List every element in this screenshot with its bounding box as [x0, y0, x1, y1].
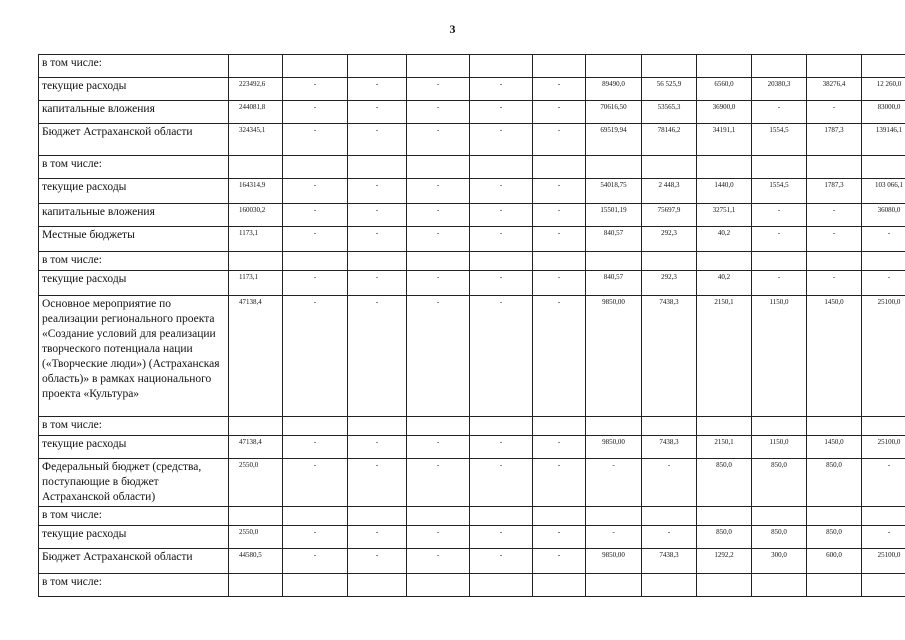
value-cell: -	[283, 124, 348, 156]
value-cell	[470, 55, 533, 78]
value-cell	[470, 156, 533, 179]
value-cell: 2150,1	[697, 296, 752, 417]
value-cell	[862, 252, 905, 271]
value-cell	[697, 156, 752, 179]
row-label: текущие расходы	[39, 271, 229, 296]
value-cell: -	[407, 179, 470, 204]
value-cell: 850,0	[752, 459, 807, 507]
value-cell	[752, 574, 807, 597]
value-cell: -	[752, 204, 807, 227]
value-cell	[283, 507, 348, 526]
value-cell: -	[752, 227, 807, 252]
value-cell: 324345,1	[229, 124, 283, 156]
value-cell: -	[348, 227, 407, 252]
value-cell: -	[533, 459, 586, 507]
value-cell: 20380,3	[752, 78, 807, 101]
value-cell: -	[470, 526, 533, 549]
value-cell: -	[470, 101, 533, 124]
value-cell	[407, 574, 470, 597]
value-cell: 36080,0	[862, 204, 905, 227]
value-cell: -	[407, 296, 470, 417]
value-cell	[642, 417, 697, 436]
value-cell	[807, 574, 862, 597]
value-cell	[348, 507, 407, 526]
value-cell: 244081,8	[229, 101, 283, 124]
value-cell: -	[586, 459, 642, 507]
value-cell	[533, 417, 586, 436]
table-row	[39, 296, 905, 417]
value-cell: 1150,0	[752, 296, 807, 417]
value-cell	[586, 507, 642, 526]
value-cell: 25100,0	[862, 296, 905, 417]
value-cell: -	[807, 227, 862, 252]
value-cell: -	[533, 549, 586, 574]
value-cell: -	[283, 271, 348, 296]
value-cell	[807, 156, 862, 179]
value-cell: 1173,1	[229, 271, 283, 296]
value-cell	[470, 507, 533, 526]
value-cell	[752, 156, 807, 179]
value-cell	[697, 55, 752, 78]
value-cell: -	[862, 227, 905, 252]
value-cell	[229, 156, 283, 179]
value-cell: -	[752, 271, 807, 296]
value-cell: 69519,94	[586, 124, 642, 156]
value-cell: 75697,9	[642, 204, 697, 227]
value-cell: -	[348, 204, 407, 227]
value-cell: 103 066,1	[862, 179, 905, 204]
row-label: в том числе:	[39, 156, 229, 179]
row-label: текущие расходы	[39, 436, 229, 459]
value-cell	[807, 417, 862, 436]
value-cell: -	[470, 459, 533, 507]
table-row	[39, 574, 905, 597]
table-body	[39, 55, 905, 597]
row-label: в том числе:	[39, 574, 229, 597]
value-cell: 38276,4	[807, 78, 862, 101]
value-cell: 25100,0	[862, 436, 905, 459]
value-cell	[642, 55, 697, 78]
value-cell: -	[752, 101, 807, 124]
row-label: текущие расходы	[39, 78, 229, 101]
value-cell: 25100,0	[862, 549, 905, 574]
value-cell	[407, 252, 470, 271]
value-cell: 850,0	[752, 526, 807, 549]
value-cell: -	[470, 179, 533, 204]
value-cell: 292,3	[642, 271, 697, 296]
value-cell: -	[407, 526, 470, 549]
value-cell	[533, 252, 586, 271]
value-cell	[533, 156, 586, 179]
value-cell: -	[407, 459, 470, 507]
value-cell	[283, 156, 348, 179]
value-cell: 840,57	[586, 227, 642, 252]
value-cell: 40,2	[697, 227, 752, 252]
value-cell: 36900,0	[697, 101, 752, 124]
value-cell: 1450,0	[807, 296, 862, 417]
value-cell: 292,3	[642, 227, 697, 252]
value-cell	[586, 156, 642, 179]
value-cell: 9850,00	[586, 549, 642, 574]
value-cell	[752, 55, 807, 78]
table-row	[39, 549, 905, 574]
value-cell: -	[283, 101, 348, 124]
value-cell	[470, 574, 533, 597]
value-cell: 2550,0	[229, 459, 283, 507]
value-cell: -	[807, 101, 862, 124]
value-cell: -	[407, 436, 470, 459]
value-cell	[283, 574, 348, 597]
value-cell: 54018,75	[586, 179, 642, 204]
row-label: капитальные вложения	[39, 204, 229, 227]
value-cell	[807, 55, 862, 78]
value-cell: 53565,3	[642, 101, 697, 124]
table-row	[39, 156, 905, 179]
value-cell	[586, 574, 642, 597]
value-cell: 1787,3	[807, 124, 862, 156]
value-cell: -	[283, 78, 348, 101]
value-cell	[470, 417, 533, 436]
value-cell: 32751,1	[697, 204, 752, 227]
value-cell	[697, 252, 752, 271]
table-row	[39, 55, 905, 78]
value-cell: -	[348, 459, 407, 507]
value-cell: -	[533, 436, 586, 459]
value-cell: -	[533, 296, 586, 417]
value-cell: -	[807, 271, 862, 296]
row-label: в том числе:	[39, 507, 229, 526]
value-cell: 9850,00	[586, 436, 642, 459]
value-cell: -	[348, 526, 407, 549]
value-cell	[862, 55, 905, 78]
value-cell: 1787,3	[807, 179, 862, 204]
value-cell: 300,0	[752, 549, 807, 574]
value-cell	[348, 55, 407, 78]
table-row	[39, 507, 905, 526]
row-label: текущие расходы	[39, 179, 229, 204]
value-cell: 850,0	[697, 459, 752, 507]
value-cell: 1292,2	[697, 549, 752, 574]
table-row	[39, 179, 905, 204]
value-cell: -	[407, 204, 470, 227]
value-cell	[283, 55, 348, 78]
value-cell	[407, 55, 470, 78]
value-cell: 600,0	[807, 549, 862, 574]
value-cell	[407, 507, 470, 526]
value-cell: 89490,0	[586, 78, 642, 101]
value-cell	[642, 507, 697, 526]
value-cell: -	[283, 459, 348, 507]
value-cell: -	[642, 459, 697, 507]
value-cell	[642, 156, 697, 179]
row-label: Бюджет Астраханской области	[39, 124, 229, 156]
value-cell	[348, 156, 407, 179]
value-cell: -	[470, 549, 533, 574]
value-cell	[229, 507, 283, 526]
value-cell: 1554,5	[752, 179, 807, 204]
value-cell: -	[407, 124, 470, 156]
value-cell	[229, 417, 283, 436]
value-cell: -	[283, 227, 348, 252]
value-cell: 12 260,0	[862, 78, 905, 101]
value-cell	[229, 574, 283, 597]
value-cell: -	[470, 436, 533, 459]
row-label: Федеральный бюджет (средства, поступающие в бюджет Астраханской области)	[39, 459, 229, 507]
value-cell: -	[470, 204, 533, 227]
value-cell: 56 525,9	[642, 78, 697, 101]
value-cell	[407, 417, 470, 436]
value-cell: 139146,1	[862, 124, 905, 156]
value-cell: 840,57	[586, 271, 642, 296]
value-cell: 6560,0	[697, 78, 752, 101]
table-row	[39, 252, 905, 271]
table-row	[39, 436, 905, 459]
table-row	[39, 459, 905, 507]
value-cell	[642, 574, 697, 597]
value-cell: -	[283, 526, 348, 549]
value-cell: -	[862, 459, 905, 507]
value-cell: 7438,3	[642, 436, 697, 459]
value-cell: -	[348, 549, 407, 574]
value-cell: 850,0	[807, 459, 862, 507]
value-cell: -	[283, 549, 348, 574]
row-label: в том числе:	[39, 417, 229, 436]
budget-table	[38, 54, 905, 597]
value-cell: 70616,50	[586, 101, 642, 124]
value-cell: -	[283, 179, 348, 204]
value-cell: -	[407, 227, 470, 252]
value-cell	[407, 156, 470, 179]
value-cell	[807, 507, 862, 526]
value-cell	[348, 574, 407, 597]
value-cell: -	[470, 124, 533, 156]
value-cell: 160030,2	[229, 204, 283, 227]
value-cell: -	[283, 296, 348, 417]
value-cell: -	[407, 78, 470, 101]
row-label: Местные бюджеты	[39, 227, 229, 252]
value-cell: -	[348, 124, 407, 156]
row-label: в том числе:	[39, 55, 229, 78]
table-row	[39, 124, 905, 156]
value-cell: -	[862, 271, 905, 296]
value-cell: 1150,0	[752, 436, 807, 459]
row-label: Бюджет Астраханской области	[39, 549, 229, 574]
value-cell: 47138,4	[229, 436, 283, 459]
value-cell: -	[348, 78, 407, 101]
value-cell	[642, 252, 697, 271]
value-cell: 44580,5	[229, 549, 283, 574]
row-label: капитальные вложения	[39, 101, 229, 124]
value-cell: -	[348, 296, 407, 417]
value-cell: -	[348, 436, 407, 459]
value-cell	[697, 507, 752, 526]
value-cell: 2550,0	[229, 526, 283, 549]
value-cell	[586, 417, 642, 436]
value-cell: 7438,3	[642, 549, 697, 574]
value-cell	[283, 252, 348, 271]
row-label: текущие расходы	[39, 526, 229, 549]
value-cell	[348, 417, 407, 436]
value-cell: 1173,1	[229, 227, 283, 252]
value-cell: 15501,19	[586, 204, 642, 227]
value-cell: -	[283, 436, 348, 459]
table-row	[39, 78, 905, 101]
value-cell: 1440,0	[697, 179, 752, 204]
value-cell: 34191,1	[697, 124, 752, 156]
page-number: 3	[449, 22, 456, 36]
value-cell: 83000,0	[862, 101, 905, 124]
value-cell	[862, 417, 905, 436]
value-cell: -	[807, 204, 862, 227]
value-cell: 2150,1	[697, 436, 752, 459]
value-cell: 850,0	[697, 526, 752, 549]
value-cell	[862, 507, 905, 526]
value-cell	[807, 252, 862, 271]
value-cell	[533, 55, 586, 78]
value-cell: -	[533, 271, 586, 296]
table-row	[39, 271, 905, 296]
value-cell	[586, 55, 642, 78]
value-cell: 1450,0	[807, 436, 862, 459]
value-cell: -	[470, 78, 533, 101]
value-cell: 2 448,3	[642, 179, 697, 204]
value-cell	[533, 507, 586, 526]
value-cell: 47138,4	[229, 296, 283, 417]
value-cell	[862, 574, 905, 597]
value-cell	[586, 252, 642, 271]
table-row	[39, 417, 905, 436]
value-cell	[229, 55, 283, 78]
value-cell	[229, 252, 283, 271]
value-cell: -	[470, 227, 533, 252]
value-cell	[283, 417, 348, 436]
value-cell: -	[533, 204, 586, 227]
value-cell: -	[470, 296, 533, 417]
value-cell	[533, 574, 586, 597]
value-cell: 40,2	[697, 271, 752, 296]
value-cell: 850,0	[807, 526, 862, 549]
table-row	[39, 204, 905, 227]
value-cell: 1554,5	[752, 124, 807, 156]
value-cell: -	[642, 526, 697, 549]
value-cell: -	[533, 179, 586, 204]
value-cell	[697, 417, 752, 436]
value-cell: -	[533, 227, 586, 252]
value-cell: -	[283, 204, 348, 227]
table-row	[39, 101, 905, 124]
value-cell: -	[533, 101, 586, 124]
value-cell	[348, 252, 407, 271]
value-cell: -	[407, 101, 470, 124]
value-cell: -	[348, 179, 407, 204]
table-row	[39, 227, 905, 252]
value-cell: -	[407, 271, 470, 296]
value-cell: -	[470, 271, 533, 296]
value-cell	[752, 252, 807, 271]
value-cell: 223492,6	[229, 78, 283, 101]
value-cell: -	[533, 78, 586, 101]
value-cell: -	[348, 271, 407, 296]
value-cell: -	[533, 124, 586, 156]
value-cell: 78146,2	[642, 124, 697, 156]
row-label: Основное мероприятие по реализации регионального проекта «Создание условий для реализации творческого потенциала нации («Творческие люди») (Астраханская область)» в рамках национального проекта «Культура»	[39, 296, 229, 417]
value-cell: 7438,3	[642, 296, 697, 417]
value-cell	[752, 417, 807, 436]
value-cell: 164314,9	[229, 179, 283, 204]
row-label: в том числе:	[39, 252, 229, 271]
value-cell: -	[862, 526, 905, 549]
value-cell: -	[533, 526, 586, 549]
value-cell: -	[407, 549, 470, 574]
value-cell	[752, 507, 807, 526]
value-cell	[862, 156, 905, 179]
table-row	[39, 526, 905, 549]
value-cell: -	[586, 526, 642, 549]
value-cell	[697, 574, 752, 597]
value-cell: -	[348, 101, 407, 124]
value-cell	[470, 252, 533, 271]
value-cell: 9850,00	[586, 296, 642, 417]
